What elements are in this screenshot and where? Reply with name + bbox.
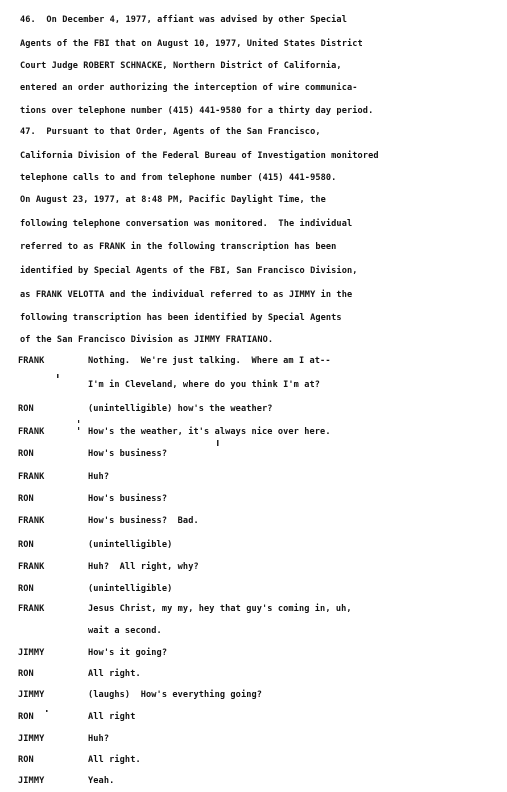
paragraph-47-line: telephone calls to and from telephone number (415) 441-9580.	[20, 173, 337, 183]
speaker-label: JIMMY	[18, 776, 45, 786]
utterance-line: wait a second.	[88, 626, 162, 636]
utterance-line: How's business? Bad.	[88, 516, 199, 526]
speaker-label: FRANK	[18, 604, 45, 614]
paragraph-47-line: California Division of the Federal Bureau of Investigation monitored	[20, 151, 379, 161]
utterance-line: I'm in Cleveland, where do you think I'm at?	[88, 380, 321, 390]
paragraph-46-line: 46. On December 4, 1977, affiant was advised by other Special	[20, 15, 347, 25]
utterance-line: All right.	[88, 755, 141, 765]
utterance-line: (unintelligible)	[88, 584, 173, 594]
paragraph-46-line: Agents of the FBI that on August 10, 1977, United States District	[20, 39, 363, 49]
paragraph-47-line: as FRANK VELOTTA and the individual referred to as JIMMY in the	[20, 290, 353, 300]
speaker-label: FRANK	[18, 516, 45, 526]
utterance-line: Yeah.	[88, 776, 115, 786]
speaker-label: FRANK	[18, 562, 45, 572]
speaker-label: RON	[18, 584, 34, 594]
utterance-line: How's it going?	[88, 648, 168, 658]
speaker-label: JIMMY	[18, 648, 45, 658]
utterance-line: (unintelligible)	[88, 540, 173, 550]
utterance-line: (laughs) How's everything going?	[88, 690, 263, 700]
scan-speck	[78, 427, 79, 430]
speaker-label: JIMMY	[18, 690, 45, 700]
utterance-line: Nothing. We're just talking. Where am I at--	[88, 356, 331, 366]
speaker-label: FRANK	[18, 472, 45, 482]
paragraph-46-line: Court Judge ROBERT SCHNACKE, Northern District of California,	[20, 61, 342, 71]
utterance-line: (unintelligible) how's the weather?	[88, 404, 273, 414]
paragraph-47-line: of the San Francisco Division as JIMMY FRATIANO.	[20, 335, 274, 345]
speaker-label: FRANK	[18, 427, 45, 437]
paragraph-47-line: On August 23, 1977, at 8:48 PM, Pacific Daylight Time, the	[20, 195, 326, 205]
utterance-line: How's business?	[88, 449, 168, 459]
paragraph-47-line: 47. Pursuant to that Order, Agents of the San Francisco,	[20, 127, 321, 137]
speaker-label: RON	[18, 404, 34, 414]
scan-speck	[217, 440, 219, 446]
paragraph-47-line: referred to as FRANK in the following transcription has been	[20, 242, 337, 252]
utterance-line: Huh?	[88, 472, 110, 482]
paragraph-46-line: tions over telephone number (415) 441-9580 for a thirty day period.	[20, 106, 374, 116]
speaker-label: RON	[18, 494, 34, 504]
paragraph-47-line: following transcription has been identified by Special Agents	[20, 313, 342, 323]
speaker-label: RON	[18, 712, 34, 722]
speaker-label: RON	[18, 449, 34, 459]
speaker-label: JIMMY	[18, 734, 45, 744]
speaker-label: RON	[18, 755, 34, 765]
scan-speck	[57, 374, 59, 378]
scan-speck	[46, 710, 48, 712]
utterance-line: How's business?	[88, 494, 168, 504]
utterance-line: How's the weather, it's always nice over here.	[88, 427, 331, 437]
paragraph-47-line: following telephone conversation was monitored. The individual	[20, 219, 353, 229]
speaker-label: RON	[18, 540, 34, 550]
paragraph-47-line: identified by Special Agents of the FBI, San Francisco Division,	[20, 266, 358, 276]
paragraph-46-line: entered an order authorizing the interception of wire communica-	[20, 83, 358, 93]
scan-speck	[78, 420, 79, 423]
utterance-line: Huh? All right, why?	[88, 562, 199, 572]
speaker-label: FRANK	[18, 356, 45, 366]
utterance-line: Huh?	[88, 734, 110, 744]
speaker-label: RON	[18, 669, 34, 679]
utterance-line: Jesus Christ, my my, hey that guy's coming in, uh,	[88, 604, 352, 614]
utterance-line: All right.	[88, 669, 141, 679]
utterance-line: All right	[88, 712, 136, 722]
